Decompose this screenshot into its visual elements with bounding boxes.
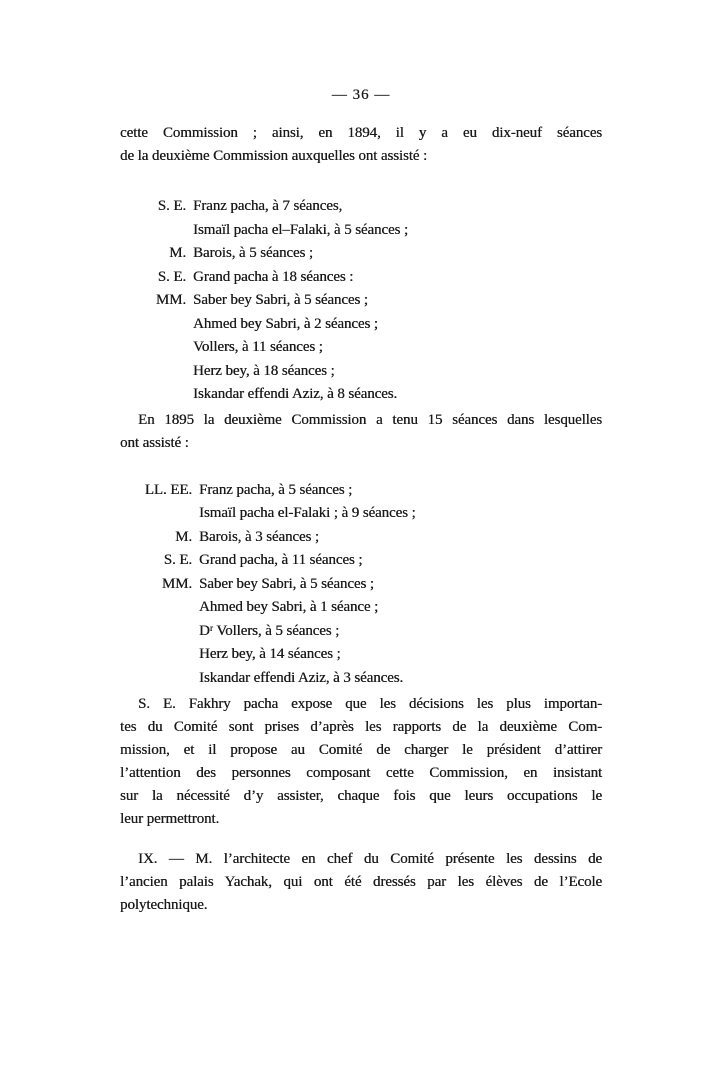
page-number: — 36 — [331, 87, 391, 103]
list-item [120, 549, 602, 573]
text-line: cette Commission ; ainsi, en 1894, il y a eu dix-neuf séances [120, 125, 602, 141]
list-item-text: Franz pacha, à 5 séances ; [199, 481, 353, 498]
list-item-label [120, 620, 199, 644]
text-line: IX. — M. l’architecte en chef du Comité présente les dessins de [138, 851, 602, 867]
list-item [120, 573, 602, 597]
list-item-label: M. [169, 245, 186, 261]
list-item-label [120, 502, 199, 526]
list-item-text: Grand pacha à 18 séances : [193, 268, 354, 285]
list-item [120, 502, 602, 526]
text-line: leur permettront. [120, 811, 220, 827]
list-item-text: Vollers, à 11 séances ; [193, 339, 323, 355]
text-line: ont assisté : [120, 434, 189, 451]
list-item-text: Ismaïl pacha el–Falaki, à 5 séances ; [193, 221, 408, 238]
list-item-text: Barois, à 5 séances ; [193, 245, 313, 261]
list-item-text: Ahmed bey Sabri, à 1 séance ; [199, 599, 379, 615]
text-line: polytechnique. [120, 897, 208, 913]
list-item [120, 667, 602, 691]
list-item [120, 336, 602, 360]
attendance-list-1895 [120, 479, 602, 691]
paragraph-intro [120, 122, 602, 168]
list-item-text: Saber bey Sabri, à 5 séances ; [199, 575, 374, 592]
list-item-label [120, 643, 199, 667]
text-line: En 1895 la deuxième Commission a tenu 15 séances dans lesquelles [138, 411, 602, 428]
list-item-text: Franz pacha, à 7 séances, [193, 198, 343, 214]
list-item-text: Dʳ Vollers, à 5 séances ; [199, 622, 340, 639]
paragraph-1895 [120, 409, 602, 455]
paragraph-ix [120, 848, 602, 917]
list-item [120, 242, 602, 266]
list-item [120, 219, 602, 243]
list-item-text: Herz bey, à 18 séances ; [193, 362, 335, 379]
list-item-text: Saber bey Sabri, à 5 séances ; [193, 292, 368, 308]
list-item-label [120, 219, 193, 243]
list-item [120, 195, 602, 219]
list-item [120, 383, 602, 407]
text-line: sur la nécessité d’y assister, chaque fois que leurs occupations le [120, 788, 602, 804]
list-item [120, 526, 602, 550]
list-item [120, 289, 602, 313]
list-item-label [120, 360, 193, 384]
list-item [120, 313, 602, 337]
text-line: tes du Comité sont prises d’après les rapports de la deuxième Com- [120, 719, 602, 735]
list-item-label [120, 383, 193, 407]
list-item [120, 620, 602, 644]
text-line: l’attention des personnes composant cette Commission, en insistant [120, 765, 602, 781]
list-item [120, 266, 602, 290]
list-item-label [120, 667, 199, 691]
list-item-label: S. E. [157, 268, 186, 285]
list-item-label: S. E. [157, 198, 186, 214]
list-item-text: Ismaïl pacha el-Falaki ; à 9 séances ; [199, 505, 416, 521]
list-item [120, 643, 602, 667]
attendance-list-1894 [120, 195, 602, 407]
text-line: mission, et il propose au Comité de charger le président d’attirer [120, 742, 602, 758]
list-item-label: M. [175, 528, 192, 545]
paragraph-fakhry [120, 693, 602, 831]
list-item-text: Iskandar effendi Aziz, à 3 séances. [199, 669, 404, 686]
list-item [120, 479, 602, 503]
list-item [120, 360, 602, 384]
text-line: l’ancien palais Yachak, qui ont été dressés par les élèves de l’Ecole [120, 874, 602, 890]
text-line: de la deuxième Commission auxquelles ont assisté : [120, 148, 428, 164]
list-item-label: MM. [155, 292, 186, 308]
list-item-label: MM. [161, 575, 192, 592]
list-item [120, 596, 602, 620]
list-item-label: S. E. [163, 552, 192, 568]
list-item-label: LL. EE. [144, 481, 192, 498]
list-item-label [120, 313, 193, 337]
list-item-text: Ahmed bey Sabri, à 2 séances ; [193, 315, 378, 332]
list-item-text: Herz bey, à 14 séances ; [199, 646, 341, 662]
list-item-text: Iskandar effendi Aziz, à 8 séances. [193, 386, 398, 402]
text-line: S. E. Fakhry pacha expose que les décisions les plus importan- [138, 696, 602, 712]
list-item-label [120, 596, 199, 620]
list-item-text: Barois, à 3 séances ; [199, 528, 319, 545]
list-item-label [120, 336, 193, 360]
list-item-text: Grand pacha, à 11 séances ; [199, 552, 363, 568]
